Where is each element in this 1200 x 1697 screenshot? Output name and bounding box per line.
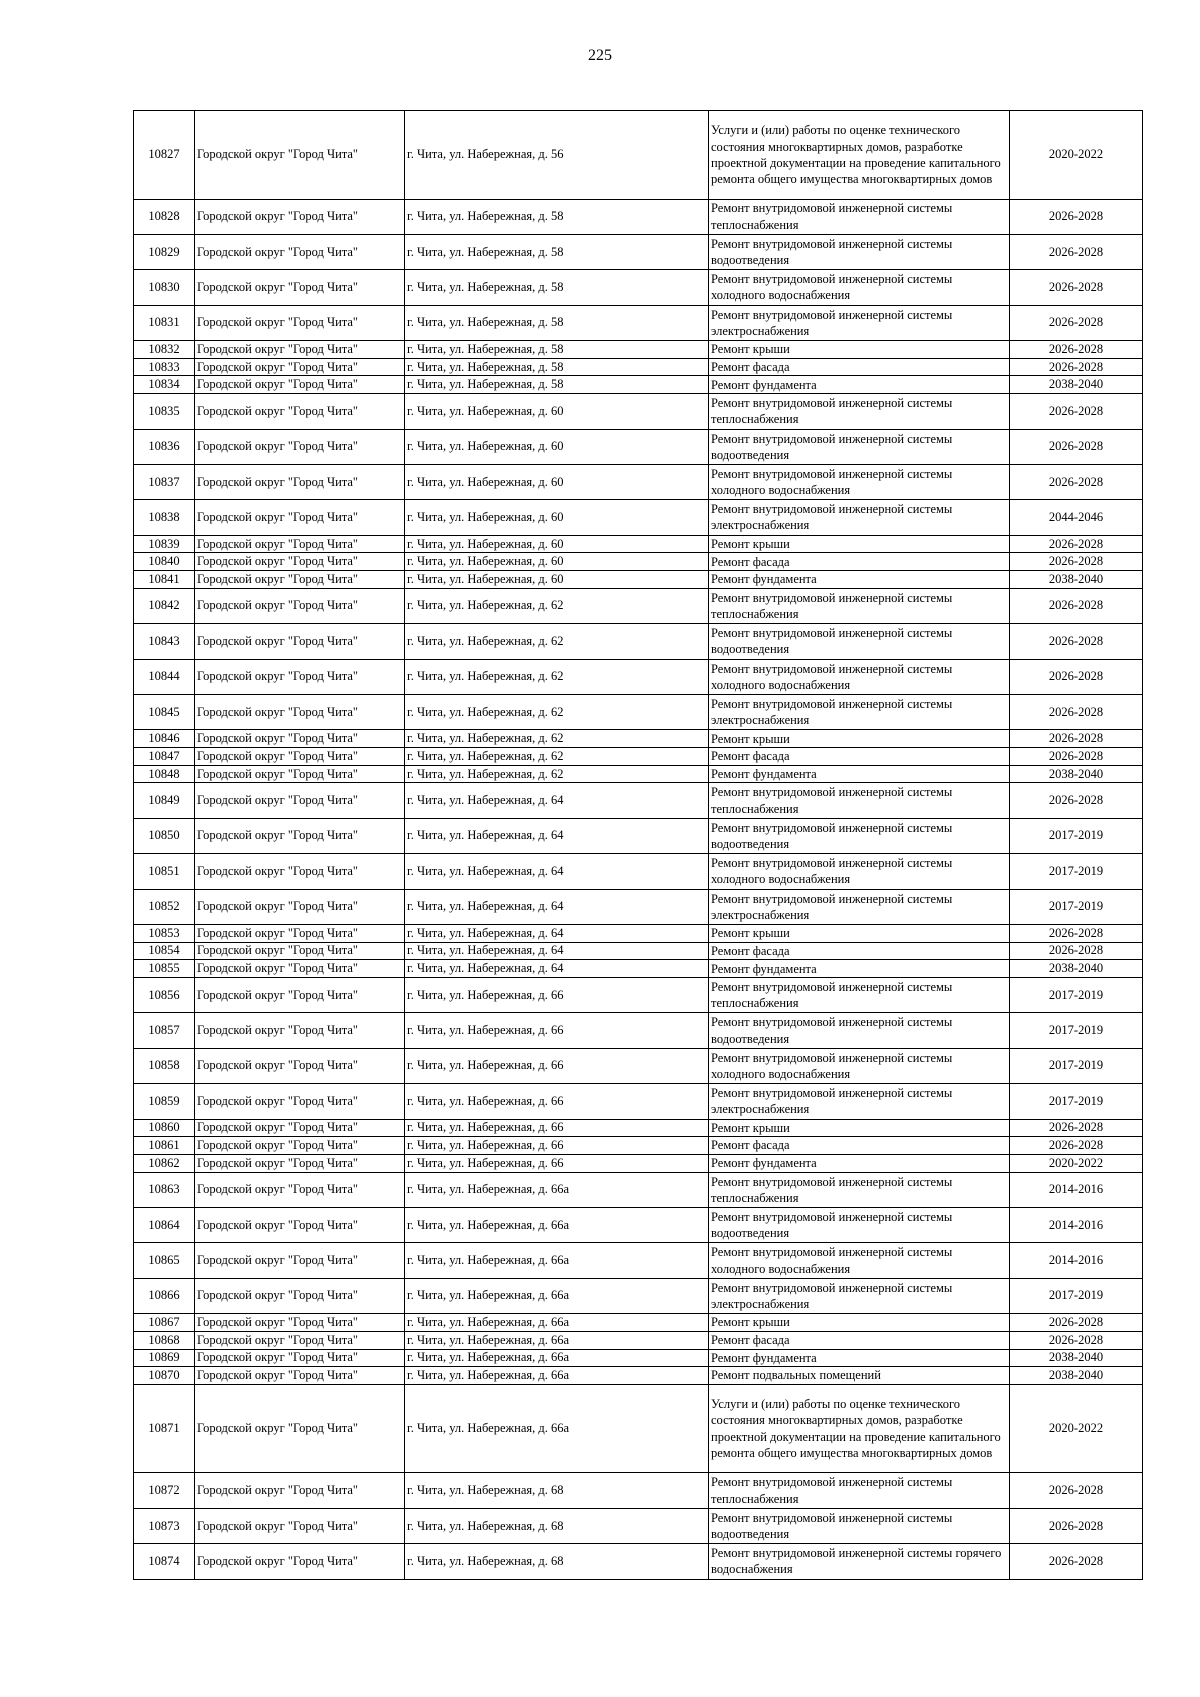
work-type-cell: Ремонт внутридомовой инженерной системы теплоснабжения — [709, 199, 1010, 234]
period-cell: 2026-2028 — [1010, 1544, 1143, 1579]
record-number-cell: 10830 — [134, 270, 195, 305]
period-cell: 2017-2019 — [1010, 854, 1143, 889]
work-type-cell: Ремонт внутридомовой инженерной системы водоотведения — [709, 624, 1010, 659]
address-cell: г. Чита, ул. Набережная, д. 68 — [405, 1508, 709, 1543]
municipality-cell: Городской округ "Город Чита" — [195, 571, 405, 589]
work-type-cell: Ремонт внутридомовой инженерной системы электроснабжения — [709, 694, 1010, 729]
work-type-cell: Ремонт крыши — [709, 730, 1010, 748]
record-number-cell: 10856 — [134, 978, 195, 1013]
work-type-cell: Ремонт фасада — [709, 942, 1010, 960]
record-number-cell: 10849 — [134, 783, 195, 818]
address-cell: г. Чита, ул. Набережная, д. 66 — [405, 1048, 709, 1083]
record-number-cell: 10873 — [134, 1508, 195, 1543]
municipality-cell: Городской округ "Город Чита" — [195, 854, 405, 889]
work-type-cell: Ремонт внутридомовой инженерной системы теплоснабжения — [709, 588, 1010, 623]
municipality-cell: Городской округ "Город Чита" — [195, 659, 405, 694]
table-row — [134, 924, 1143, 942]
table-row — [134, 854, 1143, 889]
period-cell: 2026-2028 — [1010, 1508, 1143, 1543]
period-cell: 2017-2019 — [1010, 1048, 1143, 1083]
municipality-cell: Городской округ "Город Чита" — [195, 588, 405, 623]
address-cell: г. Чита, ул. Набережная, д. 64 — [405, 924, 709, 942]
period-cell: 2026-2028 — [1010, 535, 1143, 553]
table-row — [134, 111, 1143, 200]
municipality-cell: Городской округ "Город Чита" — [195, 624, 405, 659]
table-row — [134, 1278, 1143, 1313]
record-number-cell: 10840 — [134, 553, 195, 571]
period-cell: 2017-2019 — [1010, 1278, 1143, 1313]
address-cell: г. Чита, ул. Набережная, д. 62 — [405, 588, 709, 623]
work-type-cell: Ремонт фундамента — [709, 960, 1010, 978]
work-type-cell: Ремонт внутридомовой инженерной системы холодного водоснабжения — [709, 854, 1010, 889]
table-row — [134, 305, 1143, 340]
work-type-cell: Ремонт внутридомовой инженерной системы водоотведения — [709, 1508, 1010, 1543]
work-type-cell: Ремонт внутридомовой инженерной системы водоотведения — [709, 818, 1010, 853]
municipality-cell: Городской округ "Город Чита" — [195, 1367, 405, 1385]
record-number-cell: 10851 — [134, 854, 195, 889]
address-cell: г. Чита, ул. Набережная, д. 64 — [405, 854, 709, 889]
work-type-cell: Ремонт внутридомовой инженерной системы холодного водоснабжения — [709, 1243, 1010, 1278]
municipality-cell: Городской округ "Город Чита" — [195, 376, 405, 394]
address-cell: г. Чита, ул. Набережная, д. 60 — [405, 553, 709, 571]
period-cell: 2017-2019 — [1010, 818, 1143, 853]
repair-schedule-table — [133, 110, 1143, 1580]
work-type-cell: Ремонт фасада — [709, 1137, 1010, 1155]
address-cell: г. Чита, ул. Набережная, д. 66 — [405, 978, 709, 1013]
municipality-cell: Городской округ "Город Чита" — [195, 1208, 405, 1243]
table-row — [134, 978, 1143, 1013]
work-type-cell: Ремонт фасада — [709, 748, 1010, 766]
work-type-cell: Ремонт внутридомовой инженерной системы электроснабжения — [709, 500, 1010, 535]
work-type-cell: Ремонт внутридомовой инженерной системы теплоснабжения — [709, 978, 1010, 1013]
work-type-cell: Ремонт фасада — [709, 1331, 1010, 1349]
table-body — [134, 111, 1143, 1580]
address-cell: г. Чита, ул. Набережная, д. 62 — [405, 659, 709, 694]
work-type-cell: Ремонт внутридомовой инженерной системы холодного водоснабжения — [709, 464, 1010, 499]
table-row — [134, 429, 1143, 464]
municipality-cell: Городской округ "Город Чита" — [195, 1119, 405, 1137]
municipality-cell: Городской округ "Город Чита" — [195, 234, 405, 269]
municipality-cell: Городской округ "Город Чита" — [195, 1473, 405, 1508]
period-cell: 2026-2028 — [1010, 730, 1143, 748]
address-cell: г. Чита, ул. Набережная, д. 60 — [405, 535, 709, 553]
table-row — [134, 234, 1143, 269]
address-cell: г. Чита, ул. Набережная, д. 60 — [405, 571, 709, 589]
municipality-cell: Городской округ "Город Чита" — [195, 1278, 405, 1313]
period-cell: 2026-2028 — [1010, 588, 1143, 623]
municipality-cell: Городской округ "Город Чита" — [195, 305, 405, 340]
address-cell: г. Чита, ул. Набережная, д. 66а — [405, 1172, 709, 1207]
work-type-cell: Ремонт внутридомовой инженерной системы электроснабжения — [709, 305, 1010, 340]
municipality-cell: Городской округ "Город Чита" — [195, 765, 405, 783]
table-row — [134, 1048, 1143, 1083]
table-row — [134, 535, 1143, 553]
period-cell: 2026-2028 — [1010, 748, 1143, 766]
record-number-cell: 10867 — [134, 1314, 195, 1332]
period-cell: 2026-2028 — [1010, 694, 1143, 729]
period-cell: 2026-2028 — [1010, 1137, 1143, 1155]
address-cell: г. Чита, ул. Набережная, д. 68 — [405, 1544, 709, 1579]
period-cell: 2038-2040 — [1010, 1349, 1143, 1367]
work-type-cell: Ремонт внутридомовой инженерной системы водоотведения — [709, 1208, 1010, 1243]
address-cell: г. Чита, ул. Набережная, д. 62 — [405, 624, 709, 659]
address-cell: г. Чита, ул. Набережная, д. 60 — [405, 464, 709, 499]
period-cell: 2026-2028 — [1010, 341, 1143, 359]
table-row — [134, 270, 1143, 305]
table-row — [134, 889, 1143, 924]
table-row — [134, 624, 1143, 659]
table-row — [134, 394, 1143, 429]
work-type-cell: Ремонт внутридомовой инженерной системы холодного водоснабжения — [709, 659, 1010, 694]
work-type-cell: Ремонт внутридомовой инженерной системы горячего водоснабжения — [709, 1544, 1010, 1579]
table-row — [134, 765, 1143, 783]
municipality-cell: Городской округ "Город Чита" — [195, 341, 405, 359]
table-row — [134, 748, 1143, 766]
period-cell: 2026-2028 — [1010, 553, 1143, 571]
municipality-cell: Городской округ "Город Чита" — [195, 889, 405, 924]
table-row — [134, 1349, 1143, 1367]
record-number-cell: 10853 — [134, 924, 195, 942]
table-row — [134, 1384, 1143, 1473]
table-row — [134, 1331, 1143, 1349]
record-number-cell: 10858 — [134, 1048, 195, 1083]
address-cell: г. Чита, ул. Набережная, д. 66а — [405, 1367, 709, 1385]
municipality-cell: Городской округ "Город Чита" — [195, 730, 405, 748]
period-cell: 2038-2040 — [1010, 376, 1143, 394]
address-cell: г. Чита, ул. Набережная, д. 66а — [405, 1208, 709, 1243]
table-row — [134, 1367, 1143, 1385]
work-type-cell: Ремонт фундамента — [709, 1349, 1010, 1367]
work-type-cell: Ремонт внутридомовой инженерной системы электроснабжения — [709, 889, 1010, 924]
work-type-cell: Ремонт крыши — [709, 924, 1010, 942]
table-row — [134, 1473, 1143, 1508]
period-cell: 2026-2028 — [1010, 199, 1143, 234]
address-cell: г. Чита, ул. Набережная, д. 58 — [405, 199, 709, 234]
period-cell: 2014-2016 — [1010, 1172, 1143, 1207]
period-cell: 2038-2040 — [1010, 571, 1143, 589]
table-row — [134, 1119, 1143, 1137]
municipality-cell: Городской округ "Город Чита" — [195, 960, 405, 978]
table-row — [134, 341, 1143, 359]
period-cell: 2020-2022 — [1010, 1384, 1143, 1473]
work-type-cell: Ремонт внутридомовой инженерной системы электроснабжения — [709, 1278, 1010, 1313]
table-row — [134, 1137, 1143, 1155]
record-number-cell: 10843 — [134, 624, 195, 659]
record-number-cell: 10841 — [134, 571, 195, 589]
record-number-cell: 10833 — [134, 358, 195, 376]
municipality-cell: Городской округ "Город Чита" — [195, 924, 405, 942]
municipality-cell: Городской округ "Город Чита" — [195, 1243, 405, 1278]
table-row — [134, 1243, 1143, 1278]
period-cell: 2026-2028 — [1010, 1119, 1143, 1137]
municipality-cell: Городской округ "Город Чита" — [195, 500, 405, 535]
period-cell: 2017-2019 — [1010, 1084, 1143, 1119]
address-cell: г. Чита, ул. Набережная, д. 66 — [405, 1084, 709, 1119]
municipality-cell: Городской округ "Город Чита" — [195, 1137, 405, 1155]
work-type-cell: Ремонт внутридомовой инженерной системы водоотведения — [709, 1013, 1010, 1048]
work-type-cell: Ремонт фасада — [709, 358, 1010, 376]
municipality-cell: Городской округ "Город Чита" — [195, 553, 405, 571]
record-number-cell: 10868 — [134, 1331, 195, 1349]
period-cell: 2017-2019 — [1010, 889, 1143, 924]
address-cell: г. Чита, ул. Набережная, д. 64 — [405, 889, 709, 924]
municipality-cell: Городской округ "Город Чита" — [195, 942, 405, 960]
period-cell: 2017-2019 — [1010, 1013, 1143, 1048]
record-number-cell: 10859 — [134, 1084, 195, 1119]
record-number-cell: 10872 — [134, 1473, 195, 1508]
table-row — [134, 358, 1143, 376]
address-cell: г. Чита, ул. Набережная, д. 66а — [405, 1314, 709, 1332]
work-type-cell: Ремонт фундамента — [709, 1154, 1010, 1172]
period-cell: 2026-2028 — [1010, 394, 1143, 429]
work-type-cell: Ремонт внутридомовой инженерной системы теплоснабжения — [709, 1172, 1010, 1207]
record-number-cell: 10832 — [134, 341, 195, 359]
page-number: 225 — [588, 47, 612, 64]
record-number-cell: 10842 — [134, 588, 195, 623]
record-number-cell: 10828 — [134, 199, 195, 234]
table-row — [134, 1544, 1143, 1579]
municipality-cell: Городской округ "Город Чита" — [195, 1314, 405, 1332]
address-cell: г. Чита, ул. Набережная, д. 66 — [405, 1119, 709, 1137]
address-cell: г. Чита, ул. Набережная, д. 58 — [405, 234, 709, 269]
work-type-cell: Ремонт подвальных помещений — [709, 1367, 1010, 1385]
period-cell: 2026-2028 — [1010, 624, 1143, 659]
table-row — [134, 730, 1143, 748]
table-row — [134, 1314, 1143, 1332]
record-number-cell: 10857 — [134, 1013, 195, 1048]
record-number-cell: 10837 — [134, 464, 195, 499]
municipality-cell: Городской округ "Город Чита" — [195, 1084, 405, 1119]
address-cell: г. Чита, ул. Набережная, д. 64 — [405, 960, 709, 978]
record-number-cell: 10845 — [134, 694, 195, 729]
record-number-cell: 10848 — [134, 765, 195, 783]
address-cell: г. Чита, ул. Набережная, д. 58 — [405, 341, 709, 359]
record-number-cell: 10838 — [134, 500, 195, 535]
address-cell: г. Чита, ул. Набережная, д. 66а — [405, 1331, 709, 1349]
record-number-cell: 10836 — [134, 429, 195, 464]
address-cell: г. Чита, ул. Набережная, д. 66 — [405, 1154, 709, 1172]
table-row — [134, 1508, 1143, 1543]
table-row — [134, 464, 1143, 499]
municipality-cell: Городской округ "Город Чита" — [195, 1172, 405, 1207]
period-cell: 2044-2046 — [1010, 500, 1143, 535]
address-cell: г. Чита, ул. Набережная, д. 58 — [405, 305, 709, 340]
address-cell: г. Чита, ул. Набережная, д. 68 — [405, 1473, 709, 1508]
record-number-cell: 10834 — [134, 376, 195, 394]
address-cell: г. Чита, ул. Набережная, д. 58 — [405, 358, 709, 376]
period-cell: 2026-2028 — [1010, 429, 1143, 464]
period-cell: 2026-2028 — [1010, 1314, 1143, 1332]
municipality-cell: Городской округ "Город Чита" — [195, 1349, 405, 1367]
table-row — [134, 553, 1143, 571]
record-number-cell: 10835 — [134, 394, 195, 429]
address-cell: г. Чита, ул. Набережная, д. 64 — [405, 818, 709, 853]
period-cell: 2026-2028 — [1010, 358, 1143, 376]
municipality-cell: Городской округ "Город Чита" — [195, 783, 405, 818]
work-type-cell: Ремонт внутридомовой инженерной системы холодного водоснабжения — [709, 270, 1010, 305]
table-row — [134, 500, 1143, 535]
record-number-cell: 10850 — [134, 818, 195, 853]
record-number-cell: 10839 — [134, 535, 195, 553]
period-cell: 2014-2016 — [1010, 1243, 1143, 1278]
municipality-cell: Городской округ "Город Чита" — [195, 978, 405, 1013]
address-cell: г. Чита, ул. Набережная, д. 64 — [405, 942, 709, 960]
period-cell: 2026-2028 — [1010, 659, 1143, 694]
municipality-cell: Городской округ "Город Чита" — [195, 1154, 405, 1172]
work-type-cell: Ремонт крыши — [709, 535, 1010, 553]
period-cell: 2026-2028 — [1010, 942, 1143, 960]
period-cell: 2014-2016 — [1010, 1208, 1143, 1243]
table-row — [134, 1208, 1143, 1243]
municipality-cell: Городской округ "Город Чита" — [195, 358, 405, 376]
municipality-cell: Городской округ "Город Чита" — [195, 1544, 405, 1579]
period-cell: 2026-2028 — [1010, 1473, 1143, 1508]
record-number-cell: 10829 — [134, 234, 195, 269]
municipality-cell: Городской округ "Город Чита" — [195, 1508, 405, 1543]
record-number-cell: 10861 — [134, 1137, 195, 1155]
work-type-cell: Ремонт внутридомовой инженерной системы теплоснабжения — [709, 1473, 1010, 1508]
record-number-cell: 10863 — [134, 1172, 195, 1207]
work-type-cell: Ремонт внутридомовой инженерной системы водоотведения — [709, 234, 1010, 269]
table-row — [134, 783, 1143, 818]
address-cell: г. Чита, ул. Набережная, д. 66а — [405, 1349, 709, 1367]
address-cell: г. Чита, ул. Набережная, д. 58 — [405, 376, 709, 394]
table-row — [134, 818, 1143, 853]
work-type-cell: Ремонт крыши — [709, 1314, 1010, 1332]
period-cell: 2026-2028 — [1010, 924, 1143, 942]
record-number-cell: 10847 — [134, 748, 195, 766]
period-cell: 2026-2028 — [1010, 305, 1143, 340]
address-cell: г. Чита, ул. Набережная, д. 58 — [405, 270, 709, 305]
record-number-cell: 10870 — [134, 1367, 195, 1385]
period-cell: 2020-2022 — [1010, 111, 1143, 200]
table-row — [134, 1172, 1143, 1207]
period-cell: 2026-2028 — [1010, 234, 1143, 269]
municipality-cell: Городской округ "Город Чита" — [195, 694, 405, 729]
record-number-cell: 10864 — [134, 1208, 195, 1243]
address-cell: г. Чита, ул. Набережная, д. 56 — [405, 111, 709, 200]
period-cell: 2038-2040 — [1010, 960, 1143, 978]
record-number-cell: 10871 — [134, 1384, 195, 1473]
period-cell: 2020-2022 — [1010, 1154, 1143, 1172]
municipality-cell: Городской округ "Город Чита" — [195, 199, 405, 234]
work-type-cell: Ремонт внутридомовой инженерной системы теплоснабжения — [709, 394, 1010, 429]
address-cell: г. Чита, ул. Набережная, д. 62 — [405, 765, 709, 783]
municipality-cell: Городской округ "Город Чита" — [195, 1013, 405, 1048]
record-number-cell: 10844 — [134, 659, 195, 694]
record-number-cell: 10862 — [134, 1154, 195, 1172]
municipality-cell: Городской округ "Город Чита" — [195, 748, 405, 766]
work-type-cell: Ремонт внутридомовой инженерной системы холодного водоснабжения — [709, 1048, 1010, 1083]
record-number-cell: 10869 — [134, 1349, 195, 1367]
address-cell: г. Чита, ул. Набережная, д. 60 — [405, 500, 709, 535]
record-number-cell: 10854 — [134, 942, 195, 960]
municipality-cell: Городской округ "Город Чита" — [195, 1048, 405, 1083]
period-cell: 2026-2028 — [1010, 270, 1143, 305]
work-type-cell: Ремонт фундамента — [709, 376, 1010, 394]
work-type-cell: Ремонт внутридомовой инженерной системы теплоснабжения — [709, 783, 1010, 818]
period-cell: 2038-2040 — [1010, 765, 1143, 783]
work-type-cell: Ремонт крыши — [709, 341, 1010, 359]
municipality-cell: Городской округ "Город Чита" — [195, 818, 405, 853]
municipality-cell: Городской округ "Город Чита" — [195, 394, 405, 429]
period-cell: 2026-2028 — [1010, 1331, 1143, 1349]
address-cell: г. Чита, ул. Набережная, д. 66 — [405, 1013, 709, 1048]
address-cell: г. Чита, ул. Набережная, д. 64 — [405, 783, 709, 818]
address-cell: г. Чита, ул. Набережная, д. 60 — [405, 429, 709, 464]
municipality-cell: Городской округ "Город Чита" — [195, 111, 405, 200]
municipality-cell: Городской округ "Город Чита" — [195, 1384, 405, 1473]
table-row — [134, 571, 1143, 589]
work-type-cell: Услуги и (или) работы по оценке технического состояния многоквартирных домов, разработке проектной документации на проведение капитального ремонта общего имущества многоквартирных домов — [709, 111, 1010, 200]
municipality-cell: Городской округ "Город Чита" — [195, 535, 405, 553]
work-type-cell: Ремонт фундамента — [709, 765, 1010, 783]
period-cell: 2017-2019 — [1010, 978, 1143, 1013]
address-cell: г. Чита, ул. Набережная, д. 66а — [405, 1243, 709, 1278]
municipality-cell: Городской округ "Город Чита" — [195, 1331, 405, 1349]
table-row — [134, 588, 1143, 623]
period-cell: 2038-2040 — [1010, 1367, 1143, 1385]
address-cell: г. Чита, ул. Набережная, д. 62 — [405, 730, 709, 748]
record-number-cell: 10831 — [134, 305, 195, 340]
record-number-cell: 10874 — [134, 1544, 195, 1579]
work-type-cell: Ремонт фасада — [709, 553, 1010, 571]
address-cell: г. Чита, ул. Набережная, д. 66а — [405, 1384, 709, 1473]
table-row — [134, 1154, 1143, 1172]
table-row — [134, 659, 1143, 694]
table-row — [134, 376, 1143, 394]
address-cell: г. Чита, ул. Набережная, д. 66 — [405, 1137, 709, 1155]
table-row — [134, 960, 1143, 978]
work-type-cell: Ремонт внутридомовой инженерной системы водоотведения — [709, 429, 1010, 464]
record-number-cell: 10852 — [134, 889, 195, 924]
record-number-cell: 10855 — [134, 960, 195, 978]
table-row — [134, 942, 1143, 960]
record-number-cell: 10865 — [134, 1243, 195, 1278]
record-number-cell: 10846 — [134, 730, 195, 748]
address-cell: г. Чита, ул. Набережная, д. 66а — [405, 1278, 709, 1313]
address-cell: г. Чита, ул. Набережная, д. 60 — [405, 394, 709, 429]
record-number-cell: 10866 — [134, 1278, 195, 1313]
work-type-cell: Ремонт внутридомовой инженерной системы электроснабжения — [709, 1084, 1010, 1119]
address-cell: г. Чита, ул. Набережная, д. 62 — [405, 694, 709, 729]
table-row — [134, 199, 1143, 234]
record-number-cell: 10860 — [134, 1119, 195, 1137]
period-cell: 2026-2028 — [1010, 464, 1143, 499]
table-row — [134, 1084, 1143, 1119]
municipality-cell: Городской округ "Город Чита" — [195, 270, 405, 305]
municipality-cell: Городской округ "Город Чита" — [195, 429, 405, 464]
municipality-cell: Городской округ "Город Чита" — [195, 464, 405, 499]
address-cell: г. Чита, ул. Набережная, д. 62 — [405, 748, 709, 766]
work-type-cell: Ремонт крыши — [709, 1119, 1010, 1137]
table-row — [134, 694, 1143, 729]
work-type-cell: Услуги и (или) работы по оценке технического состояния многоквартирных домов, разработке проектной документации на проведение капитального ремонта общего имущества многоквартирных домов — [709, 1384, 1010, 1473]
work-type-cell: Ремонт фундамента — [709, 571, 1010, 589]
period-cell: 2026-2028 — [1010, 783, 1143, 818]
record-number-cell: 10827 — [134, 111, 195, 200]
table-row — [134, 1013, 1143, 1048]
